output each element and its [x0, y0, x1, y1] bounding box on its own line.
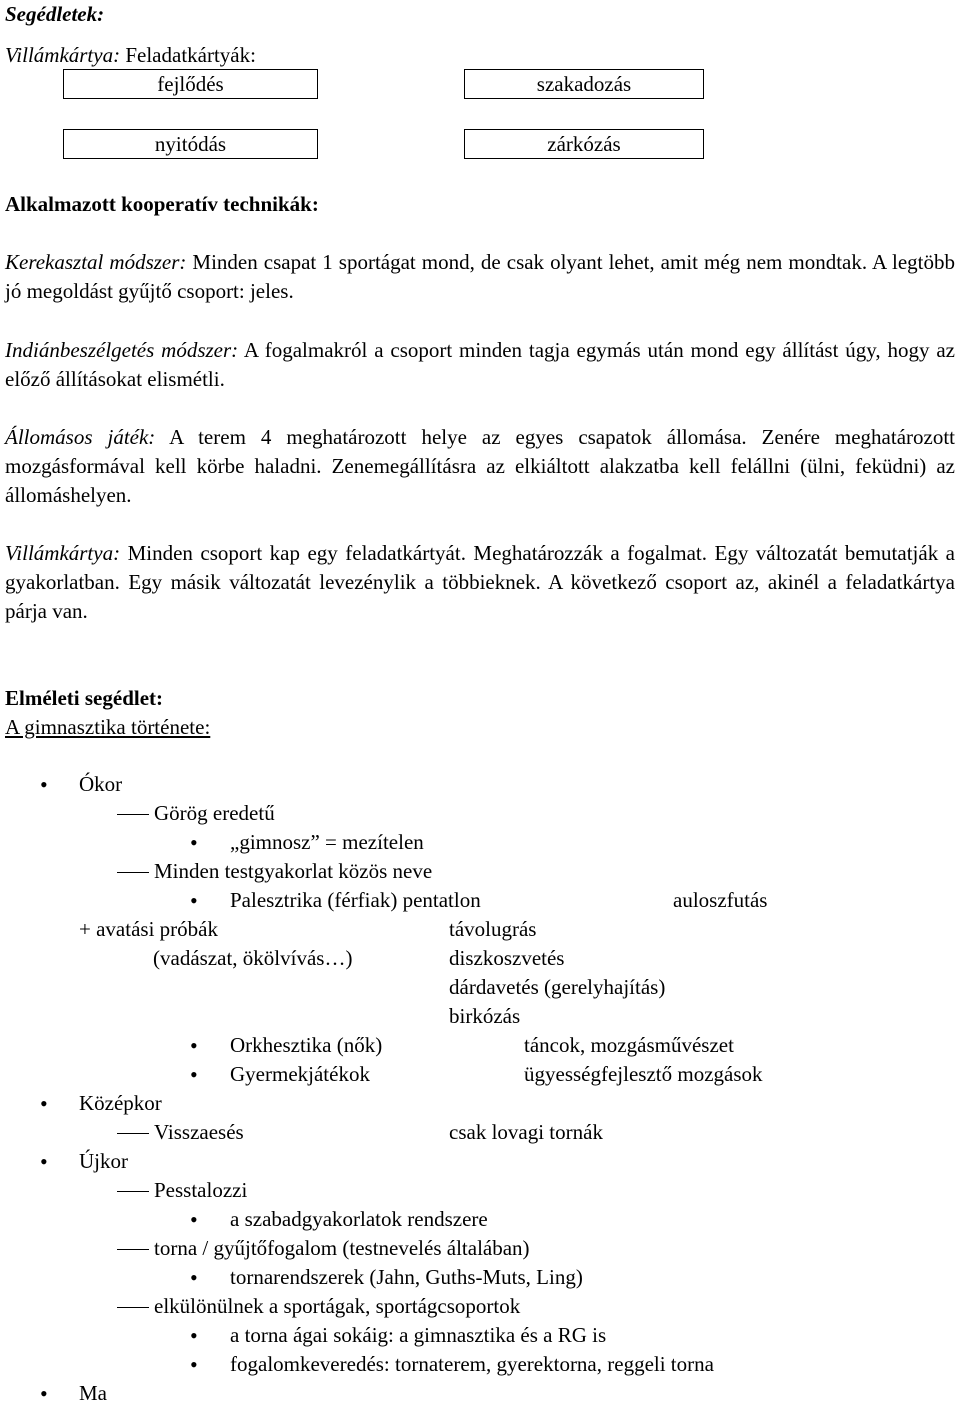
technique-text: Minden csapat 1 sportágat mond, de csak olyant lehet, amit még nem mondtak. A legtöbb jó megoldást gyűjtő csoport: jeles.	[5, 250, 955, 303]
bullet-icon: •	[190, 1207, 198, 1232]
bullet-icon: •	[190, 1352, 198, 1377]
technique-name: Kerekasztal módszer:	[5, 250, 187, 274]
bullet-icon: •	[40, 1381, 48, 1406]
bullet-icon: •	[40, 772, 48, 797]
dash-icon	[117, 872, 149, 873]
outline-orkhesztika: Orkhesztika (nők)	[230, 1033, 383, 1057]
outline-tavolugras: távolugrás	[449, 917, 537, 941]
technique-name: Indiánbeszélgetés módszer:	[5, 338, 239, 362]
technique-name: Állomásos játék:	[5, 425, 156, 449]
outline-okor: Ókor	[79, 772, 123, 796]
outline-torna: torna / gyűjtőfogalom (testnevelés általában)	[154, 1236, 530, 1260]
outline-avatasi: + avatási próbák	[79, 917, 218, 941]
flashcards-label: Villámkártya:	[5, 43, 121, 67]
outline-gorog: Görög eredetű	[154, 801, 275, 825]
dash-icon	[117, 1249, 149, 1250]
outline-minden: Minden testgyakorlat közös neve	[154, 859, 433, 883]
bullet-icon: •	[190, 830, 198, 855]
bullet-icon: •	[40, 1149, 48, 1174]
outline-ujkor: Újkor	[79, 1149, 128, 1173]
flashcards-label-rest: Feladatkártyák:	[120, 43, 256, 67]
outline-fogalom: fogalomkeveredés: tornaterem, gyerektorna, reggeli torna	[230, 1352, 714, 1376]
outline-vadaszat: (vadászat, ökölvívás…)	[153, 946, 353, 970]
outline-auloszfutas: auloszfutás	[673, 888, 768, 912]
theory-heading: Elméleti segédlet:	[5, 686, 164, 710]
technique-text: Minden csoport kap egy feladatkártyát. Meghatározzák a fogalmat. Egy változatát bemutatják a gyakorlatban. Egy másik változatát levezénylik a többieknek. A következő csoport az, akinél a feladatkártya párja van.	[5, 541, 955, 623]
flashcard-nyitodas: nyitódás	[63, 129, 318, 159]
bullet-icon: •	[190, 888, 198, 913]
outline-elkulon: elkülönülnek a sportágak, sportágcsoportok	[154, 1294, 521, 1318]
flashcards-line	[5, 41, 256, 70]
outline-gimnosz: „gimnosz” = mezítelen	[230, 830, 424, 854]
technique-villamkartya	[5, 539, 955, 626]
flashcard-szakadozas: szakadozás	[464, 69, 704, 99]
outline-agai: a torna ágai sokáig: a gimnasztika és a RG is	[230, 1323, 607, 1347]
dash-icon	[117, 1191, 149, 1192]
outline-szabad: a szabadgyakorlatok rendszere	[230, 1207, 488, 1231]
outline-kozepkor: Középkor	[79, 1091, 162, 1115]
bullet-icon: •	[40, 1091, 48, 1116]
outline-dardavetes: dárdavetés (gerelyhajítás)	[449, 975, 666, 999]
page-title: Segédletek:	[5, 2, 105, 26]
dash-icon	[117, 814, 149, 815]
outline-birkozas: birkózás	[449, 1004, 521, 1028]
outline-ugyesseg: ügyességfejlesztő mozgások	[524, 1062, 763, 1086]
technique-indianbeszelgetes	[5, 336, 955, 394]
outline-ma: Ma	[79, 1381, 107, 1405]
technique-kerekasztal	[5, 248, 955, 306]
outline-diszkosz: diszkoszvetés	[449, 946, 565, 970]
dash-icon	[117, 1133, 149, 1134]
bullet-icon: •	[190, 1323, 198, 1348]
theory-subheading: A gimnasztika története:	[5, 715, 211, 739]
technique-text: A terem 4 meghatározott helye az egyes csapatok állomása. Zenére meghatározott mozgásformával kell körbe haladni. Zenemegállításra az elkiáltott alakzatba kell felállni (ülni, feküdni) az állomáshelyen.	[5, 425, 956, 507]
bullet-icon: •	[190, 1265, 198, 1290]
techniques-heading: Alkalmazott kooperatív technikák:	[5, 192, 319, 216]
outline-pestalozzi: Pesstalozzi	[154, 1178, 248, 1202]
flashcard-zarkozas: zárkózás	[464, 129, 704, 159]
outline-palesztrika: Palesztrika (férfiak) pentatlon	[230, 888, 481, 912]
flashcard-fejlodes: fejlődés	[63, 69, 318, 99]
bullet-icon: •	[190, 1033, 198, 1058]
outline-lovagi: csak lovagi tornák	[449, 1120, 603, 1144]
technique-text: A fogalmakról a csoport minden tagja egymás után mond egy állítást úgy, hogy az előző állításokat elismétli.	[5, 338, 955, 391]
outline-gyermek: Gyermekjátékok	[230, 1062, 370, 1086]
dash-icon	[117, 1307, 149, 1308]
outline-tornarend: tornarendszerek (Jahn, Guths-Muts, Ling)	[230, 1265, 583, 1289]
outline-tancok: táncok, mozgásművészet	[524, 1033, 734, 1057]
technique-name: Villámkártya:	[5, 541, 121, 565]
technique-allomasos-jatek	[5, 423, 955, 510]
bullet-icon: •	[190, 1062, 198, 1087]
outline-visszaeses: Visszaesés	[154, 1120, 244, 1144]
